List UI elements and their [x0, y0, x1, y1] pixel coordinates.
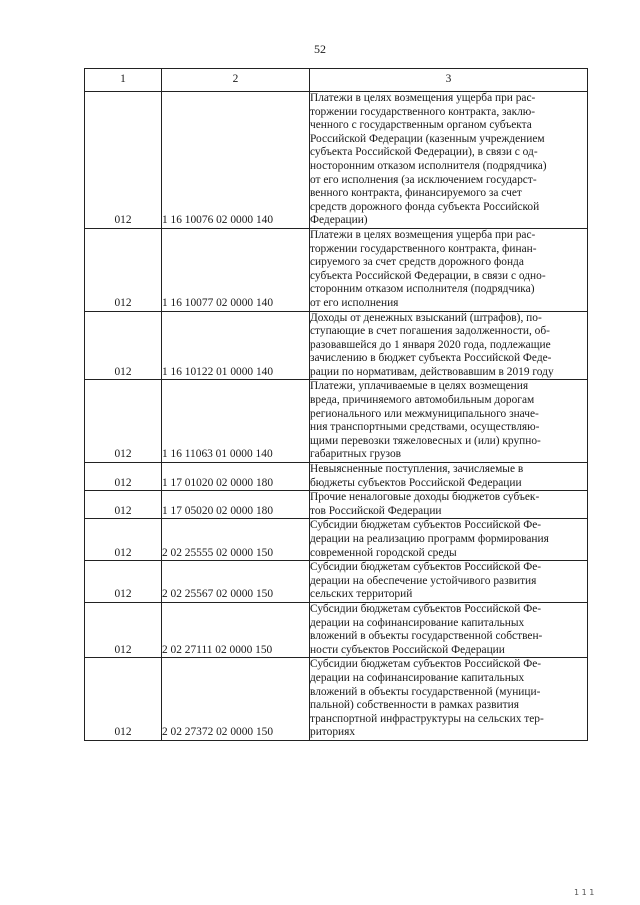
table-row: [85, 519, 588, 561]
budget-classification-code-cell: 1 16 11063 01 0000 140: [162, 380, 310, 463]
revenue-description-cell: Невыясненные поступления, зачисляемые в бюджеты субъектов Российской Федерации: [310, 463, 588, 491]
admin-code-cell: 012: [85, 228, 162, 311]
header-row: [85, 69, 588, 92]
admin-code-cell: 012: [85, 602, 162, 657]
admin-code-cell: 012: [85, 561, 162, 603]
admin-code-cell: 012: [85, 92, 162, 229]
budget-classification-code-cell: 1 17 05020 02 0000 180: [162, 491, 310, 519]
budget-classification-code-cell: 2 02 25567 02 0000 150: [162, 561, 310, 603]
table-row: [85, 463, 588, 491]
admin-code-cell: 012: [85, 519, 162, 561]
table-body: [85, 92, 588, 741]
revenue-description-cell: Субсидии бюджетам субъектов Российской Фе- дерации на реализацию программ формирования современной городской среды: [310, 519, 588, 561]
admin-code-cell: 012: [85, 311, 162, 380]
budget-classification-code-cell: 2 02 25555 02 0000 150: [162, 519, 310, 561]
revenue-description-cell: Платежи в целях возмещения ущерба при рас- торжении государственного контракта, финан- сируемого за счет средств дорожного фонда субъекта Российской Федерации, в связи с одно- сторонним отказом исполнителя (подрядчика) от его исполнения: [310, 228, 588, 311]
table-row: [85, 380, 588, 463]
page-number: 52: [314, 42, 326, 56]
revenue-description-cell: Платежи, уплачиваемые в целях возмещения вреда, причиняемого автомобильным дорогам регионального или межмуниципального значе- ния транспортными средствами, осуществляю- щими перевозки тяжеловесных и (или) крупно- габаритных грузов: [310, 380, 588, 463]
table-header: [85, 69, 588, 92]
revenue-description-cell: Субсидии бюджетам субъектов Российской Фе- дерации на софинансирование капитальных вложений в объекты государственной собствен- ности субъектов Российской Федерации: [310, 602, 588, 657]
budget-classification-code-cell: 1 17 01020 02 0000 180: [162, 463, 310, 491]
table-row: [85, 561, 588, 603]
table-row: [85, 92, 588, 229]
revenue-description-cell: Прочие неналоговые доходы бюджетов субъек- тов Российской Федерации: [310, 491, 588, 519]
revenue-description-cell: Доходы от денежных взысканий (штрафов), по- ступающие в счет погашения задолженности, об- разовавшейся до 1 января 2020 года, подлежащие зачислению в бюджет субъекта Российской Феде- рации по нормативам, действовавшим в 2019 году: [310, 311, 588, 380]
admin-code-cell: 012: [85, 658, 162, 741]
budget-classification-code-cell: 1 16 10076 02 0000 140: [162, 92, 310, 229]
table-row: [85, 658, 588, 741]
budget-classification-code-cell: 2 02 27372 02 0000 150: [162, 658, 310, 741]
admin-code-cell: 012: [85, 491, 162, 519]
budget-classification-code-cell: 1 16 10122 01 0000 140: [162, 311, 310, 380]
budget-classification-code-cell: 2 02 27111 02 0000 150: [162, 602, 310, 657]
admin-code-cell: 012: [85, 380, 162, 463]
corner-mark: 1 1 1: [574, 888, 595, 897]
table-row: [85, 602, 588, 657]
revenue-description-cell: Субсидии бюджетам субъектов Российской Фе- дерации на обеспечение устойчивого развития сельских территорий: [310, 561, 588, 603]
table-row: [85, 228, 588, 311]
revenue-description-cell: Субсидии бюджетам субъектов Российской Фе- дерации на софинансирование капитальных вложений в объекты государственной (муници- пальной) собственности в рамках развития транспортной инфраструктуры на сельских тер- риториях: [310, 658, 588, 741]
table-row: [85, 491, 588, 519]
column-header-2: 2: [162, 69, 310, 92]
revenue-description-cell: Платежи в целях возмещения ущерба при рас- торжении государственного контракта, заклю- ченного с государственным органом субъекта Российской Федерации (казенным учреждением субъекта Российской Федерации), в связи с од- носторонним отказом исполнителя (подрядчика) от его исполнения (за исключением государст- венного контракта, финансируемого за счет средств дорожного фонда субъекта Российской Федерации): [310, 92, 588, 229]
budget-classification-code-cell: 1 16 10077 02 0000 140: [162, 228, 310, 311]
budget-codes-table: [84, 68, 588, 741]
admin-code-cell: 012: [85, 463, 162, 491]
column-header-1: 1: [85, 69, 162, 92]
column-header-3: 3: [310, 69, 588, 92]
table-row: [85, 311, 588, 380]
